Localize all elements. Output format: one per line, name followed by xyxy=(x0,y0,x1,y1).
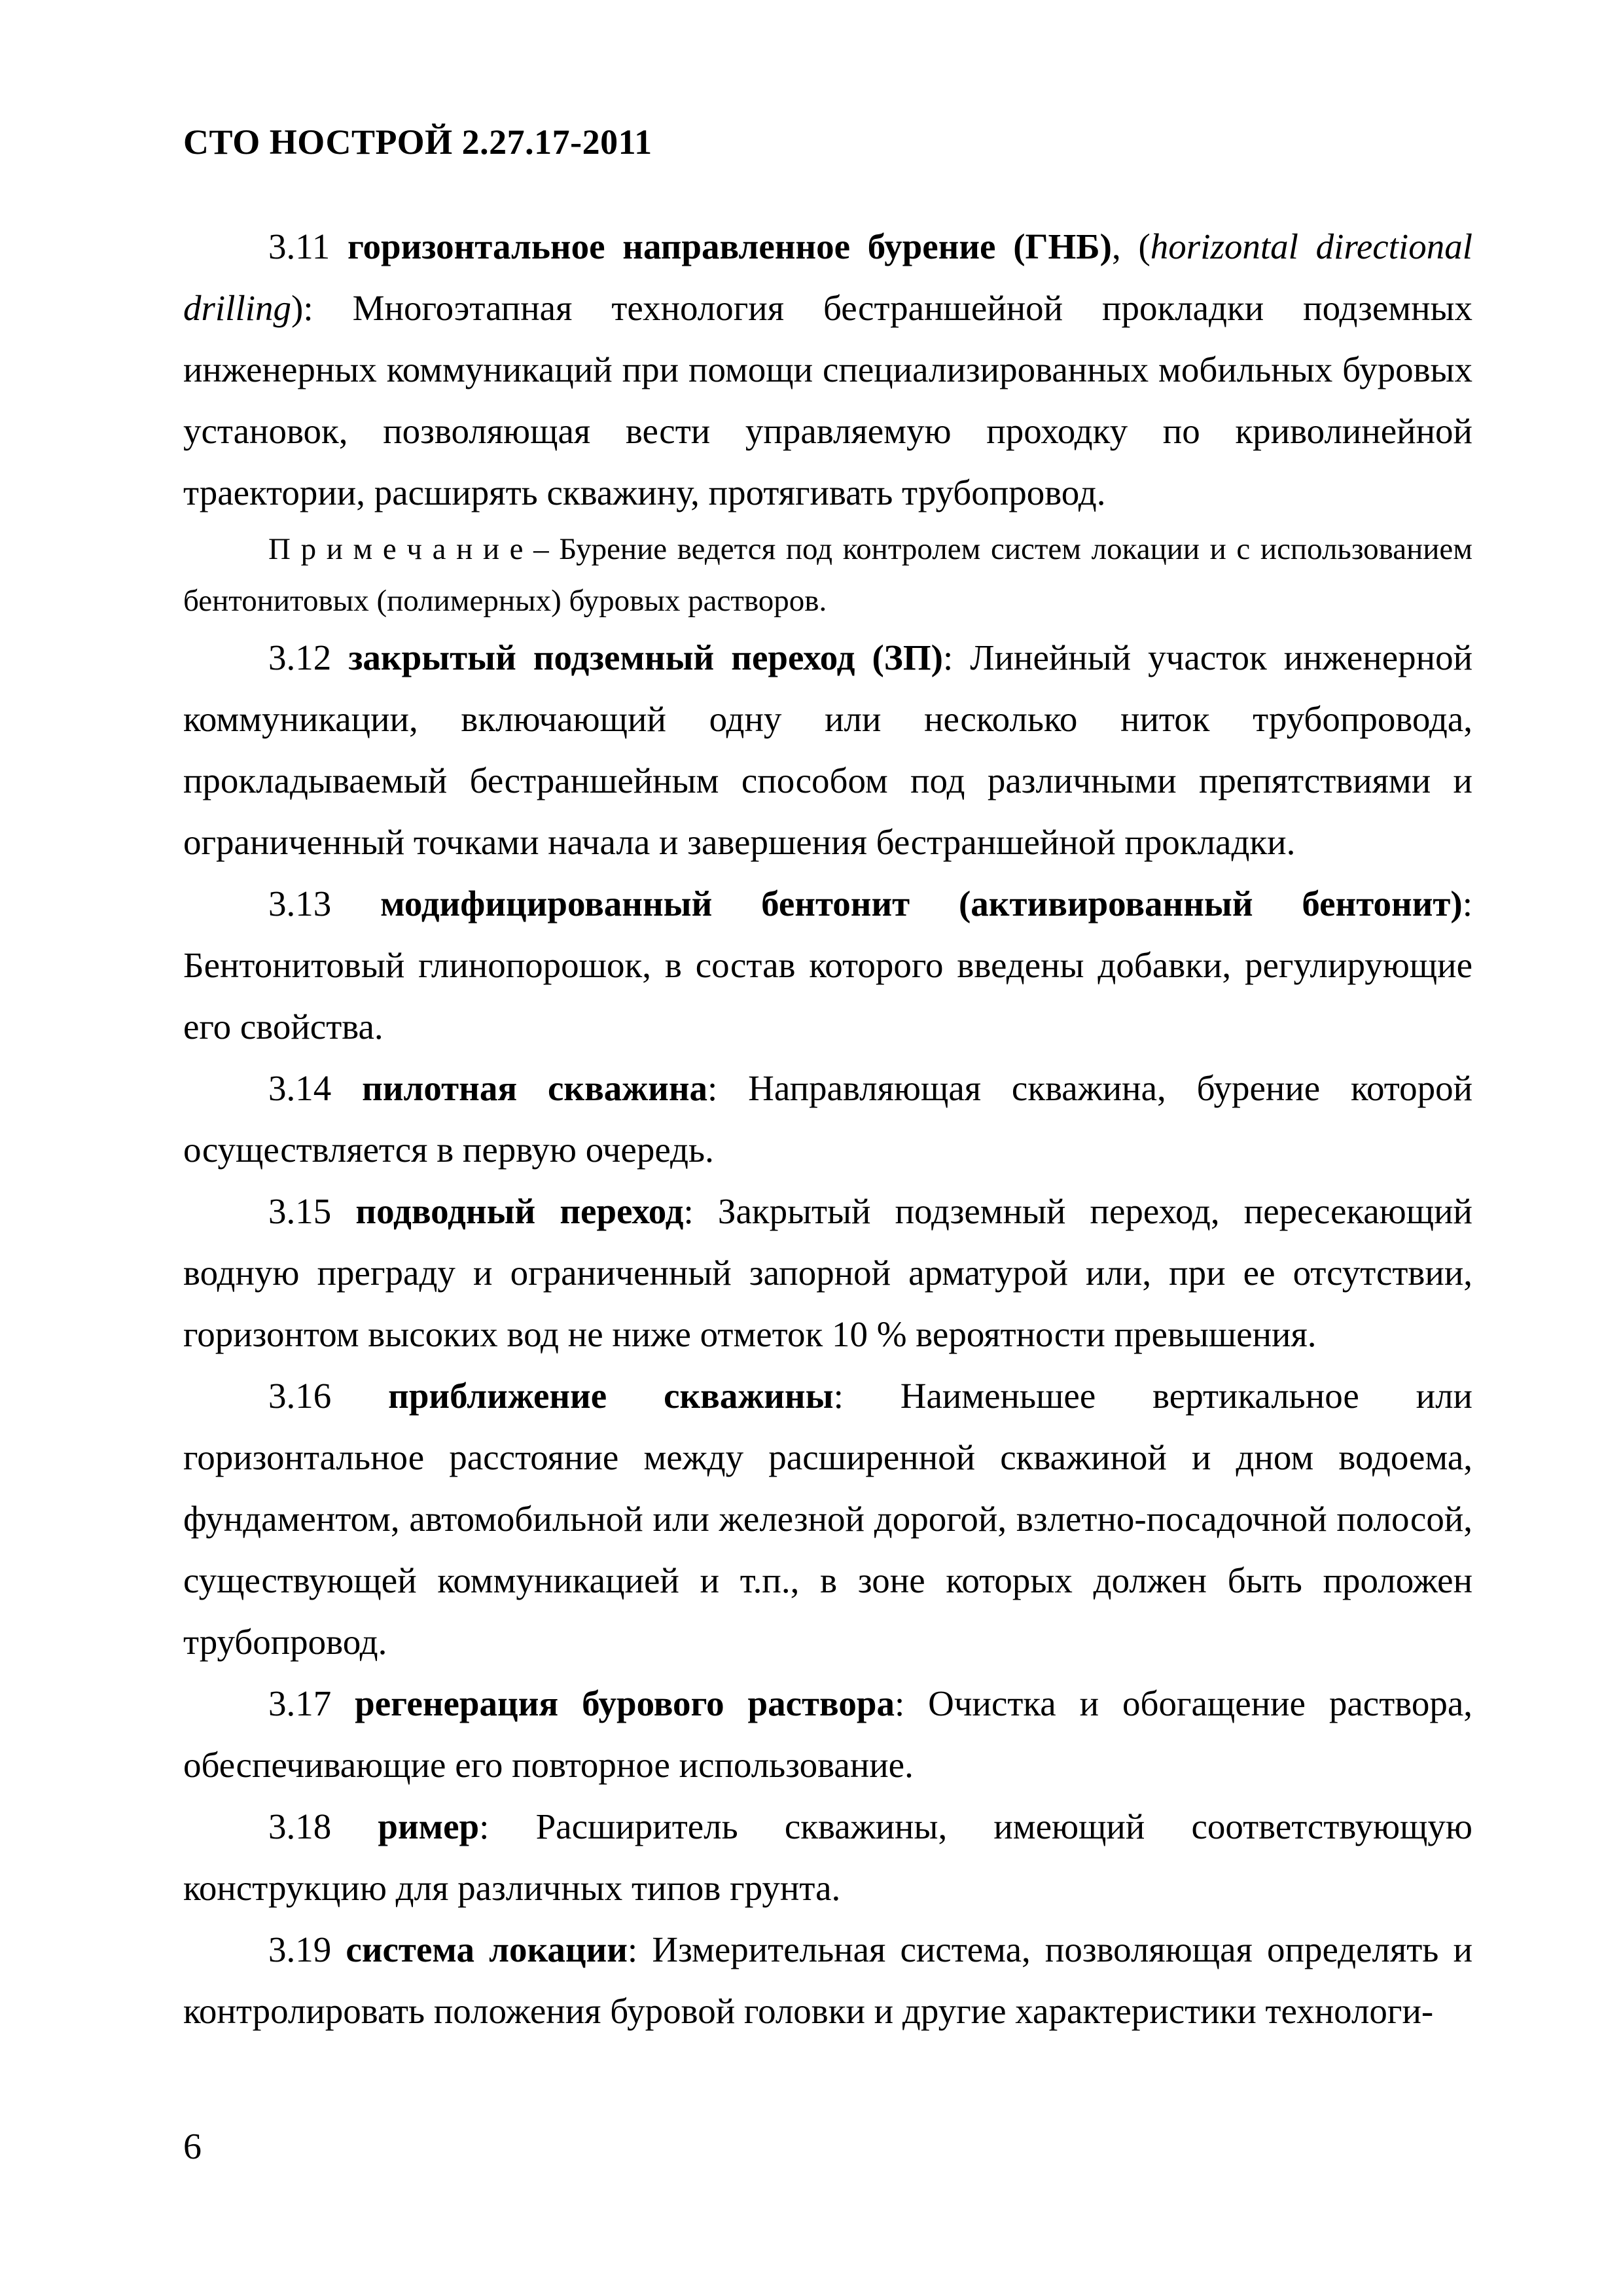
text-run: : Закрытый подземный переход, пересекающий водную преграду и ограниченный запорной арматурой или, при ее отсутствии, горизонтом высоких вод не ниже отметок 10 % вероятности превышения. xyxy=(183,1191,1472,1354)
document-header: СТО НОСТРОЙ 2.27.17-2011 xyxy=(183,122,652,162)
text-run: пилотная скважина xyxy=(362,1068,708,1108)
para-3-18 xyxy=(183,1796,1472,1919)
para-3-13 xyxy=(183,873,1472,1058)
text-run: 3.16 xyxy=(268,1376,389,1416)
text-run: : Очистка и обогащение раствора, обеспечивающие его повторное использование. xyxy=(183,1683,1472,1785)
text-run: 3.11 xyxy=(268,226,348,266)
document-content xyxy=(183,216,1472,2042)
text-run: подводный переход xyxy=(355,1191,684,1231)
page-number: 6 xyxy=(183,2126,202,2167)
text-run: ): Многоэтапная технология бестраншейной прокладки подземных инженерных коммуникаций при помощи специализированных мобильных буровых установок, позволяющая вести управляемую проходку по криволинейной траектории, расширять скважину, протягивать трубопровод. xyxy=(183,288,1472,512)
note-3-11 xyxy=(183,524,1472,627)
para-3-15 xyxy=(183,1181,1472,1365)
para-3-17 xyxy=(183,1673,1472,1796)
text-run: система локации xyxy=(346,1929,628,1969)
text-run: 3.15 xyxy=(268,1191,356,1231)
para-3-16 xyxy=(183,1365,1472,1673)
para-3-12 xyxy=(183,627,1472,873)
text-run: модифицированный бентонит (активированный бентонит) xyxy=(380,884,1463,924)
text-run: 3.14 xyxy=(268,1068,363,1108)
text-run: регенерация бурового раствора xyxy=(355,1683,895,1723)
text-run: закрытый подземный переход (ЗП) xyxy=(348,637,943,677)
text-run: приближение скважины xyxy=(388,1376,834,1416)
text-run: , ( xyxy=(1111,226,1150,266)
text-run: : Направляющая скважина, бурение которой осуществляется в первую очередь. xyxy=(183,1068,1473,1170)
para-3-14 xyxy=(183,1058,1472,1181)
text-run: 3.19 xyxy=(268,1929,346,1969)
text-run: horizontal directional drilling xyxy=(183,226,1472,328)
text-run: : Бентонитовый глинопорошок, в состав которого введены добавки, регулирующие его свойства. xyxy=(183,884,1473,1047)
text-run: : Наименьшее вертикальное или горизонтальное расстояние между расширенной скважиной и дном водоема, фундаментом, автомобильной или железной дорогой, взлетно-посадочной полосой, существующей коммуникацией и т.п., в зоне которых должен быть проложен трубопровод. xyxy=(183,1376,1472,1662)
text-run: 3.18 xyxy=(268,1806,378,1846)
text-run: : Измерительная система, позволяющая определять и контролировать положения буровой головки и другие характеристики технологи- xyxy=(183,1929,1472,2031)
text-run: горизонтальное направленное бурение (ГНБ) xyxy=(347,226,1112,266)
text-run: : Линейный участок инженерной коммуникации, включающий одну или несколько ниток трубопровода, прокладываемый бестраншейным способом под различными препятствиями и ограниченный точками начала и завершения бестраншейной прокладки. xyxy=(183,637,1473,862)
text-run: П р и м е ч а н и е – Бурение ведется под контролем систем локации и с использованием бентонитовых (полимерных) буровых растворов. xyxy=(183,532,1472,618)
text-run: 3.12 xyxy=(268,637,349,677)
para-3-11 xyxy=(183,216,1472,524)
text-run: ример xyxy=(378,1806,480,1846)
text-run: 3.17 xyxy=(268,1683,355,1723)
text-run: 3.13 xyxy=(268,884,381,924)
text-run: : Расширитель скважины, имеющий соответствующую конструкцию для различных типов грунта. xyxy=(183,1806,1473,1908)
para-3-19 xyxy=(183,1919,1472,2042)
